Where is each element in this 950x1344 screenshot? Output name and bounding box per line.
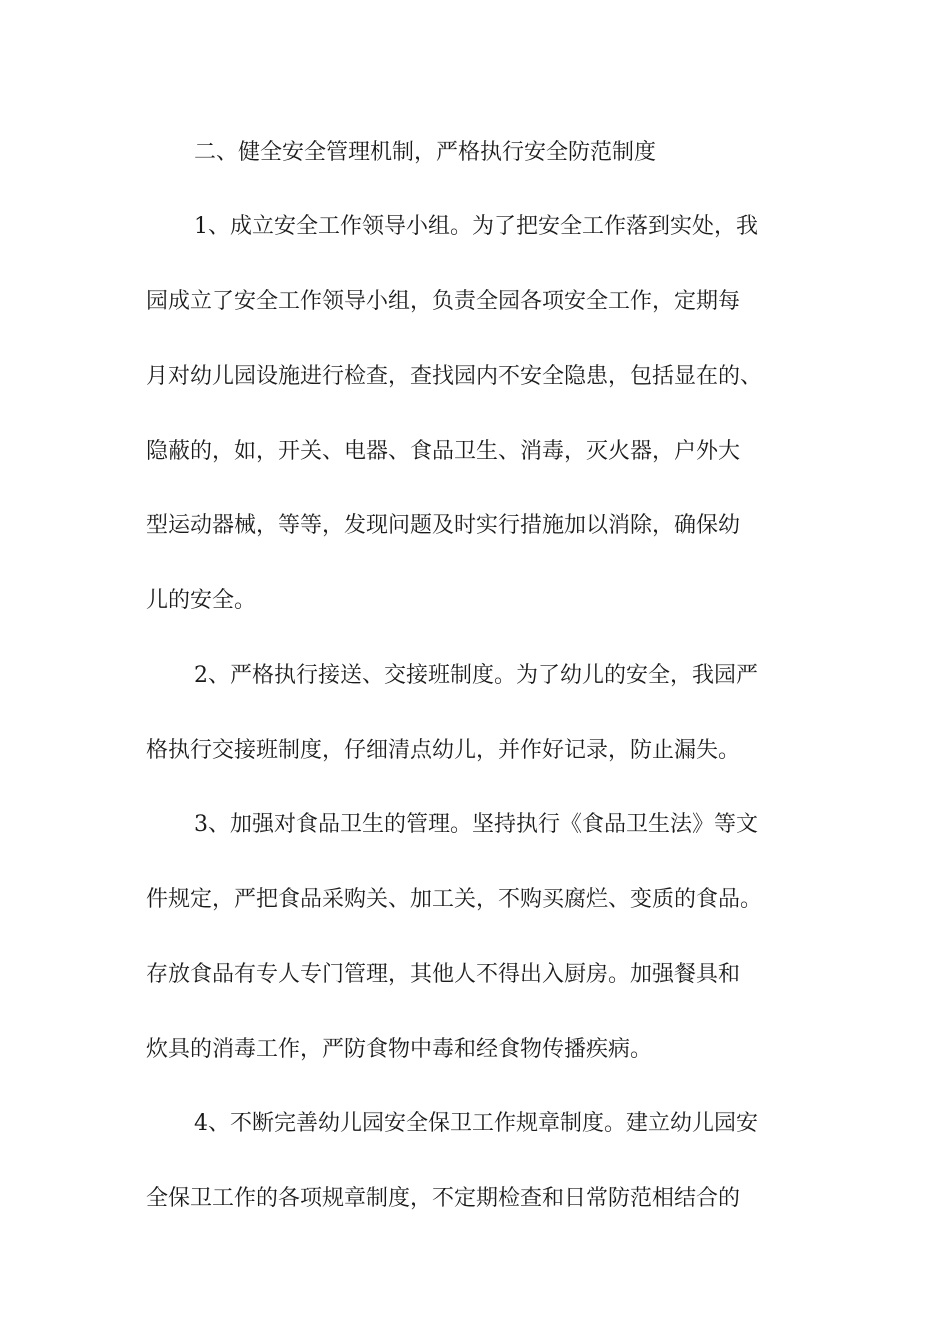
paragraph-line: 园成立了安全工作领导小组，负责全园各项安全工作，定期每 bbox=[146, 289, 741, 314]
paragraph-line: 型运动器械，等等，发现问题及时实行措施加以消除，确保幼 bbox=[146, 513, 741, 538]
paragraph-line: 全保卫工作的各项规章制度，不定期检查和日常防范相结合的 bbox=[146, 1186, 741, 1211]
paragraph-line: 件规定，严把食品采购关、加工关，不购买腐烂、变质的食品。 bbox=[146, 887, 763, 912]
paragraph-line: 1、成立安全工作领导小组。为了把安全工作落到实处，我 bbox=[194, 214, 758, 239]
paragraph-line: 炊具的消毒工作，严防食物中毒和经食物传播疾病。 bbox=[146, 1037, 653, 1062]
paragraph-line: 儿的安全。 bbox=[146, 588, 257, 613]
paragraph-line: 隐蔽的，如，开关、电器、食品卫生、消毒，灭火器，户外大 bbox=[146, 439, 741, 464]
paragraph-line: 2、严格执行接送、交接班制度。为了幼儿的安全，我园严 bbox=[194, 663, 758, 688]
paragraph-line: 月对幼儿园设施进行检查，查找园内不安全隐患，包括显在的、 bbox=[146, 364, 763, 389]
paragraph-line: 存放食品有专人专门管理，其他人不得出入厨房。加强餐具和 bbox=[146, 962, 741, 987]
section-heading: 二、健全安全管理机制，严格执行安全防范制度 bbox=[194, 140, 657, 165]
paragraph-line: 4、不断完善幼儿园安全保卫工作规章制度。建立幼儿园安 bbox=[194, 1111, 758, 1136]
paragraph-line: 3、加强对食品卫生的管理。坚持执行《食品卫生法》等文 bbox=[194, 812, 758, 837]
paragraph-line: 格执行交接班制度，仔细清点幼儿，并作好记录，防止漏失。 bbox=[146, 738, 741, 763]
